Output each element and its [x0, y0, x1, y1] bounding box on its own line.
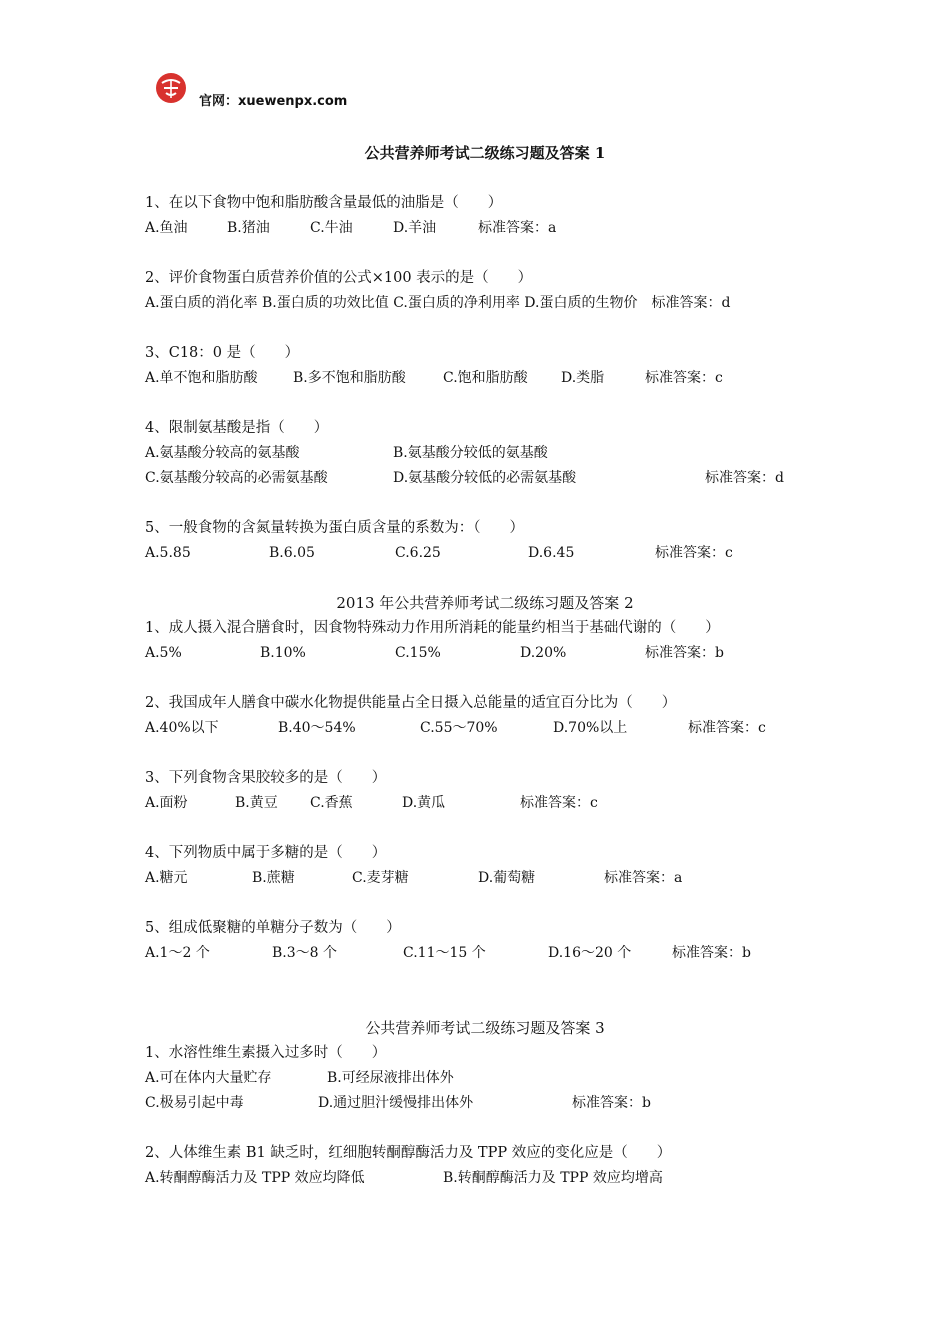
option-d: D.70%以上 [553, 720, 628, 736]
site-url: 官网：xuewenpx.com [199, 94, 348, 109]
document-body [145, 141, 825, 1191]
section-title: 公共营养师考试二级练习题及答案 3 [365, 1019, 605, 1037]
question: 5、一般食物的含氮量转换为蛋白质含量的系数为：（ ） [145, 520, 524, 536]
option-b: B.10% [260, 645, 306, 661]
question: 1、水溶性维生素摄入过多时（ ） [145, 1045, 387, 1061]
option-a: A.单不饱和脂肪酸 [145, 370, 258, 386]
options [145, 941, 825, 966]
option-c: C.15% [395, 645, 441, 661]
option-a: A.鱼油 [145, 220, 188, 236]
question: 2、人体维生素 B1 缺乏时，红细胞转酮醇酶活力及 TPP 效应的变化应是（ ） [145, 1145, 672, 1161]
option-a: A.转酮醇酶活力及 TPP 效应均降低 [145, 1170, 365, 1186]
question: 3、C18：0 是（ ） [145, 345, 300, 361]
option-b: B.可经尿液排出体外 [327, 1070, 454, 1086]
option-d: D.6.45 [528, 545, 575, 561]
option-c: C.55～70% [420, 720, 498, 736]
option-b: B.蔗糖 [252, 870, 295, 886]
question: 2、我国成年人膳食中碳水化物提供能量占全日摄入总能量的适宜百分比为（ ） [145, 695, 677, 711]
option-d: D.氨基酸分较低的必需氨基酸 [393, 470, 577, 486]
options-with-answer: A.蛋白质的消化率 B.蛋白质的功效比值 C.蛋白质的净利用率 D.蛋白质的生物价 标准答案：d [145, 295, 731, 311]
option-d: D.类脂 [561, 370, 605, 386]
option-a: A.面粉 [145, 795, 188, 811]
options [145, 1091, 825, 1116]
option-c: C.香蕉 [310, 795, 353, 811]
options [145, 1166, 825, 1191]
option-a: A.可在体内大量贮存 [145, 1070, 272, 1086]
option-d: D.羊油 [393, 220, 437, 236]
question: 1、成人摄入混合膳食时，因食物特殊动力作用所消耗的能量约相当于基础代谢的（ ） [145, 620, 720, 636]
option-d: D.20% [520, 645, 567, 661]
answer: 标准答案：a [604, 870, 683, 886]
option-a: A.5.85 [145, 545, 191, 561]
option-d: D.黄瓜 [402, 795, 446, 811]
section-title: 公共营养师考试二级练习题及答案 1 [364, 144, 606, 162]
option-c: C.牛油 [310, 220, 353, 236]
options [145, 466, 825, 491]
option-d: D.通过胆汁缓慢排出体外 [318, 1095, 474, 1111]
options [145, 1066, 825, 1091]
option-a: A.糖元 [145, 870, 188, 886]
option-a: A.5% [145, 645, 182, 661]
question: 4、限制氨基酸是指（ ） [145, 420, 329, 436]
logo-icon [155, 72, 187, 104]
options [145, 541, 825, 566]
option-c: C.极易引起中毒 [145, 1095, 244, 1111]
question: 1、在以下食物中饱和脂肪酸含量最低的油脂是（ ） [145, 195, 503, 211]
option-b: B.6.05 [269, 545, 315, 561]
options [145, 866, 825, 891]
options [145, 791, 825, 816]
option-d: D.16～20 个 [548, 945, 632, 961]
section-title: 2013 年公共营养师考试二级练习题及答案 2 [336, 594, 634, 612]
option-b: B.猪油 [227, 220, 270, 236]
answer: 标准答案：a [478, 220, 557, 236]
question: 5、组成低聚糖的单糖分子数为（ ） [145, 920, 401, 936]
answer: 标准答案：c [645, 370, 723, 386]
options [145, 716, 825, 741]
question: 4、下列物质中属于多糖的是（ ） [145, 845, 387, 861]
option-b: B.氨基酸分较低的氨基酸 [393, 445, 548, 461]
option-b: B.黄豆 [235, 795, 278, 811]
option-c: C.6.25 [395, 545, 441, 561]
question: 3、下列食物含果胶较多的是（ ） [145, 770, 387, 786]
options [145, 216, 825, 241]
answer: 标准答案：d [705, 470, 784, 486]
answer: 标准答案：c [520, 795, 598, 811]
answer: 标准答案：c [655, 545, 733, 561]
answer: 标准答案：c [688, 720, 766, 736]
options [145, 641, 825, 666]
option-b: B.转酮醇酶活力及 TPP 效应均增高 [443, 1170, 663, 1186]
option-a: A.40%以下 [145, 720, 219, 736]
option-c: C.饱和脂肪酸 [443, 370, 528, 386]
option-c: C.11～15 个 [403, 945, 486, 961]
option-b: B.3～8 个 [272, 945, 338, 961]
option-a: A.1～2 个 [145, 945, 210, 961]
answer: 标准答案：b [572, 1095, 651, 1111]
option-c: C.麦芽糖 [352, 870, 409, 886]
option-b: B.40～54% [278, 720, 356, 736]
answer: 标准答案：b [645, 645, 724, 661]
options [145, 366, 825, 391]
option-d: D.葡萄糖 [478, 870, 536, 886]
options [145, 441, 825, 466]
question: 2、评价食物蛋白质营养价值的公式×100 表示的是（ ） [145, 270, 533, 286]
option-b: B.多不饱和脂肪酸 [293, 370, 406, 386]
option-a: A.氨基酸分较高的氨基酸 [145, 445, 300, 461]
answer: 标准答案：b [672, 945, 751, 961]
option-c: C.氨基酸分较高的必需氨基酸 [145, 470, 328, 486]
